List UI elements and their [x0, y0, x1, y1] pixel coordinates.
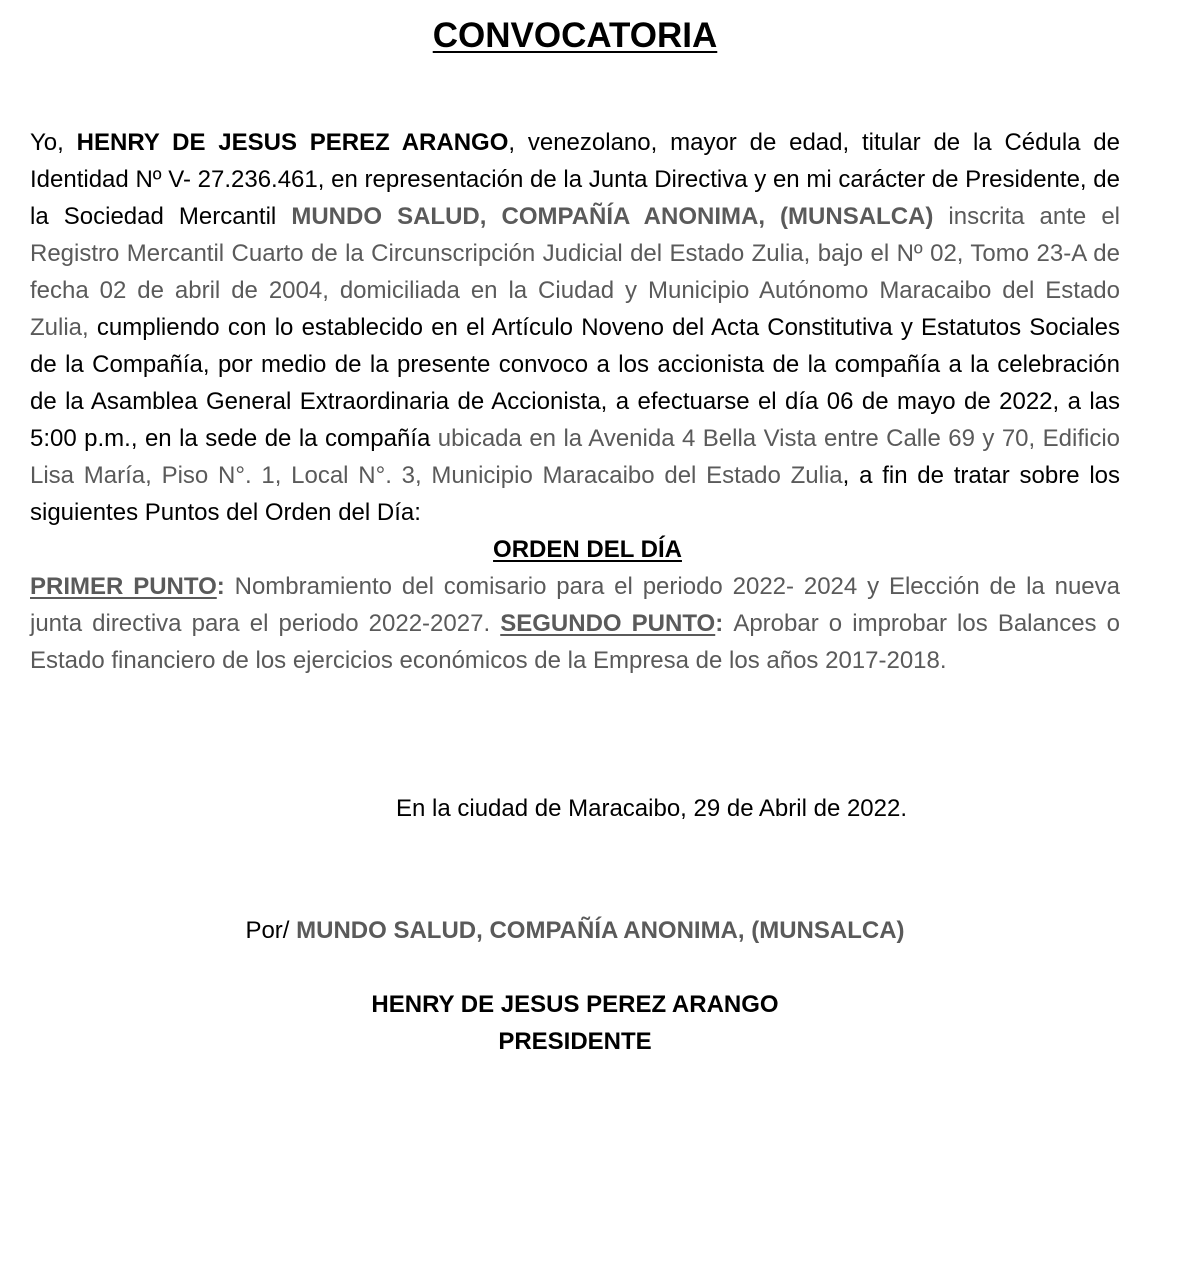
signatory-role: PRESIDENTE [498, 1028, 652, 1055]
agenda-heading: ORDEN DEL DÍA [493, 536, 682, 563]
convocation-body [30, 124, 1120, 679]
person-name: HENRY DE JESUS PEREZ ARANGO [76, 129, 509, 156]
signature-prefix: Por/ [245, 917, 297, 944]
first-point-colon: : [216, 573, 235, 600]
convocation-text: cumpliendo con lo establecido en el Artículo Noveno del Acta Constitutiva y Estatutos Sociales de la Compañía, por medio de la presente convoco a los accionista de la compañía a la celebración de la Asamblea General Extraordinaria de Accionista, a efectuarse el día 06 de mayo de 2022, a las 5:00 p.m., en la sede de la compañía [30, 314, 1120, 452]
intro-text: Yo, [30, 129, 77, 156]
second-point-text: Aprobar o improbar los Balances o Estado financiero de los ejercicios económicos de la Empresa de los años 2017-2018. [30, 610, 1120, 674]
first-point-label: PRIMER PUNTO [30, 573, 217, 600]
second-point-label: SEGUNDO PUNTO [500, 610, 716, 637]
intro-continuation: , venezolano, mayor de edad, titular de la Cédula de Identidad Nº V- 27.236.461, en representación de la Junta Directiva y en mi carácter de Presidente, de la Sociedad Mercantil [30, 129, 1120, 230]
signature-company [0, 912, 1150, 949]
closing-text: , a fin de tratar sobre los siguientes Puntos del Orden del Día: [30, 462, 1121, 526]
company-name: MUNDO SALUD, COMPAÑÍA ANONIMA, (MUNSALCA) [291, 203, 934, 230]
signature-company-name: MUNDO SALUD, COMPAÑÍA ANONIMA, (MUNSALCA) [296, 917, 905, 944]
signatory-block [0, 986, 1150, 1060]
signatory-name: HENRY DE JESUS PEREZ ARANGO [371, 991, 779, 1018]
second-point-colon: : [715, 610, 734, 637]
registry-text: inscrita ante el Registro Mercantil Cuarto de la Circunscripción Judicial del Estado Zulia, bajo el Nº 02, Tomo 23-A de fecha 02 de abril de 2004, domiciliada en la Ciudad y Municipio Autónomo Maracaibo del Estado Zulia, [30, 203, 1120, 341]
address-text: ubicada en la Avenida 4 Bella Vista entre Calle 69 y 70, Edificio Lisa María, Piso N°. 1, Local N°. 3, Municipio Maracaibo del Estado Zulia [30, 425, 1121, 489]
first-point-text: Nombramiento del comisario para el periodo 2022- 2024 y Elección de la nueva junta directiva para el periodo 2022-2027. [30, 573, 1120, 637]
document-title: CONVOCATORIA [432, 16, 718, 55]
date-line: En la ciudad de Maracaibo, 29 de Abril de 2022. [396, 795, 908, 822]
